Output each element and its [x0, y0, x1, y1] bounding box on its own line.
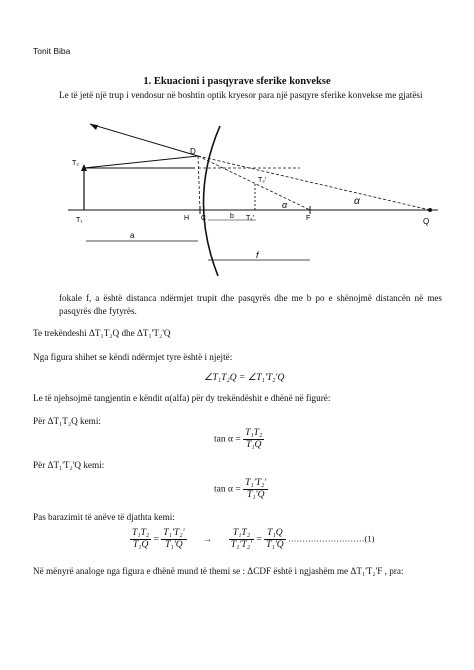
dashed-line-d-f: [198, 156, 310, 210]
convex-mirror: [203, 126, 220, 276]
eq1-arrow: →: [202, 534, 213, 545]
equation-angles: ∠T₁T₂Q = ∠T₁'T₂'Q: [204, 373, 285, 383]
paragraph-focal: fokale f, a është distanca ndërmjet trupit dhe pasqyrës dhe me b po e shënojmë distancën në mes pasqyrës dhe fytyrës.: [59, 293, 442, 316]
eq1-fraction-1: [130, 528, 151, 551]
equation-tan-2: [214, 478, 268, 501]
line-triangles: Te trekëndeshi ΔT₁T₂Q dhe ΔT₁'T₂'Q: [33, 328, 171, 338]
reflected-ray: [90, 124, 198, 156]
line-for-first: Për ΔT₁T₂Q kemi:: [33, 416, 101, 426]
label-d: D: [190, 147, 196, 156]
eq1-f1-num: T₁T₂: [132, 528, 150, 538]
eq1-fraction-3: [229, 528, 254, 551]
tan1-denominator: T₁Q: [245, 440, 262, 450]
eq1-f2-den: T₁'Q: [165, 540, 183, 550]
mirror-diagram: [60, 108, 452, 278]
label-t1-prime: T₁': [246, 215, 254, 222]
label-c: C: [201, 215, 207, 222]
equation-1: [130, 528, 374, 551]
tan1-lhs: tan α =: [214, 434, 241, 445]
label-alpha-right: α: [354, 196, 360, 207]
label-b: b: [230, 213, 234, 220]
line-analog: Në mënyrë analoge nga figura e dhënë mund të themi se : ΔCDF është i ngjashëm me ΔT₁'T₂'F , pra:: [33, 566, 404, 576]
tan1-numerator: T₁T₂: [245, 428, 263, 438]
label-f: F: [306, 215, 311, 222]
tan2-denominator: T₁'Q: [246, 490, 265, 500]
eq1-equals-1: =: [153, 534, 159, 545]
label-t2: T₂: [72, 160, 79, 167]
tan2-numerator: T₁'T₂': [245, 478, 267, 488]
dashed-line-d-c: [198, 156, 200, 210]
dashed-line-to-q: [198, 156, 430, 210]
section-heading: 1. Ekuacioni i pasqyrave sferike konvekse: [143, 76, 331, 87]
ray-to-d: [84, 156, 198, 168]
line-tangent: Le të njehsojmë tangjentin e këndit α(alfa) për dy trekëndëshit e dhënë në figurë:: [33, 393, 331, 403]
equation-tan-1: [214, 428, 264, 451]
eq1-fraction-4: [264, 528, 285, 551]
eq1-f3-den: T₁'T₂': [230, 540, 253, 550]
point-q: [428, 208, 432, 212]
tan1-fraction: [243, 428, 264, 451]
line-for-second: Për ΔT₁'T₂'Q kemi:: [33, 460, 105, 470]
eq1-f3-num: T₁T₂: [229, 528, 254, 540]
tan2-fraction: [243, 478, 268, 501]
label-t2-prime: T₂': [258, 177, 267, 184]
author-name: Tonit Biba: [33, 46, 71, 56]
label-q: Q: [423, 217, 430, 226]
eq1-label: ………………………(1): [288, 533, 375, 544]
eq1-fraction-2: [161, 528, 186, 551]
line-compare: Pas barazimit të anëve të djathta kemi:: [33, 512, 175, 522]
line-angles: Nga figura shihet se këndi ndërmjet tyre është i njejtë:: [33, 352, 233, 362]
label-h: H: [184, 215, 190, 222]
label-f-length: f: [256, 250, 259, 260]
eq1-f2-num: T₁'T₂': [163, 528, 185, 538]
eq1-f4-den: T₁'Q: [266, 540, 284, 550]
reflected-ray-arrowhead: [90, 124, 98, 130]
intro-paragraph: Le të jetë një trup i vendosur në boshtin optik kryesor para një pasqyre sferike konvekse me gjatësi: [59, 90, 423, 100]
eq1-f1-den: T₁Q: [132, 540, 149, 550]
eq1-equals-2: =: [256, 534, 262, 545]
eq1-f4-num: T₁Q: [264, 528, 285, 540]
tan2-lhs: tan α =: [214, 484, 241, 495]
label-t1: T₁: [76, 217, 83, 224]
label-alpha-left: α: [282, 200, 288, 210]
label-a: a: [130, 231, 135, 240]
